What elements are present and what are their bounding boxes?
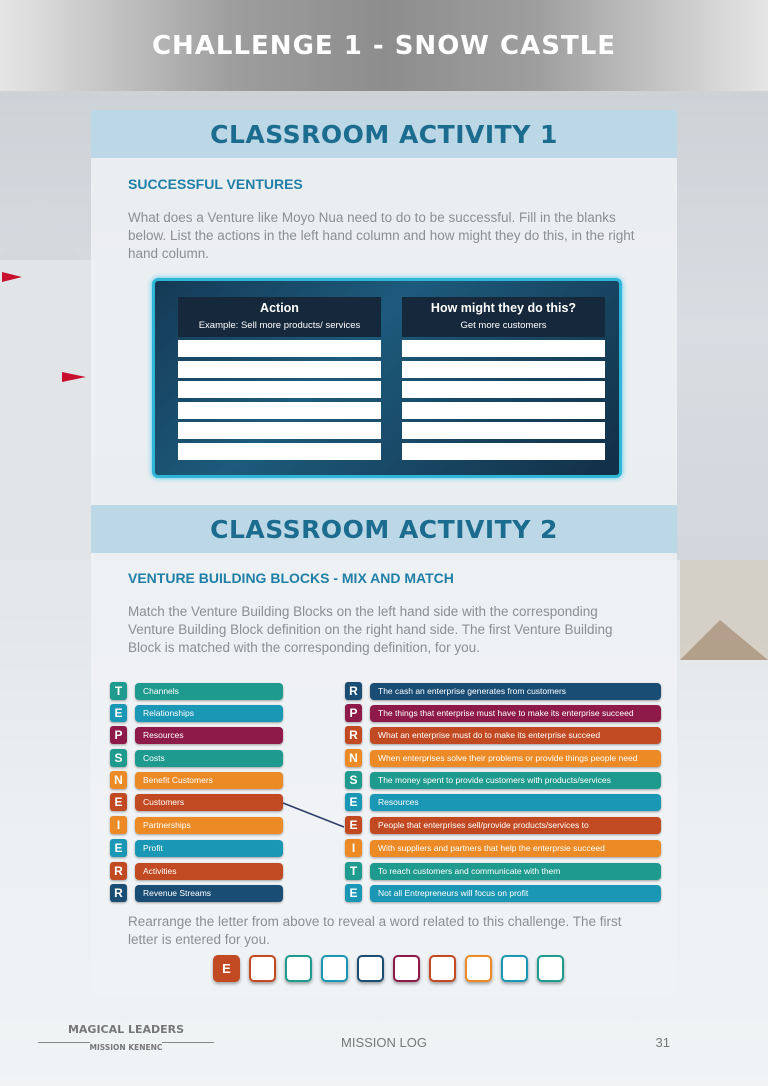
page-number: 31 <box>655 1035 670 1050</box>
building-block-item[interactable]: Resources <box>135 727 283 744</box>
right-letter-badge: R <box>345 682 362 700</box>
building-block-item[interactable]: Profit <box>135 840 283 857</box>
page-title: CHALLENGE 1 - SNOW CASTLE <box>151 30 617 61</box>
definition-item[interactable]: To reach customers and communicate with them <box>370 863 661 880</box>
left-letter-badge: P <box>110 726 127 744</box>
right-letter-badge: E <box>345 816 362 834</box>
building-block-item[interactable]: Benefit Customers <box>135 772 283 789</box>
letter-tile[interactable] <box>321 955 348 982</box>
activity1-paragraph: What does a Venture like Moyo Nua need to do to be successful. Fill in the blanks below. List the actions in the left hand column and how might they do this, in the right hand column. <box>128 210 635 261</box>
letter-tile[interactable] <box>249 955 276 982</box>
footer-brand <box>40 1023 212 1052</box>
footer-brand-line2: MISSION KENENC <box>89 1043 163 1052</box>
building-block-item[interactable]: Costs <box>135 750 283 767</box>
left-letter-badge: T <box>110 682 127 700</box>
how-column-title: How might they do this? <box>430 301 577 315</box>
building-block-item[interactable]: Channels <box>135 683 283 700</box>
activity2-subtitle: VENTURE BUILDING BLOCKS - MIX AND MATCH <box>128 570 454 586</box>
letter-tile[interactable] <box>285 955 312 982</box>
left-letter-badge: S <box>110 749 127 767</box>
left-letter-badge: N <box>110 771 127 789</box>
action-column-example: Example: Sell more products/ services <box>198 320 361 331</box>
right-letter-badge: E <box>345 884 362 902</box>
right-letter-badge: N <box>345 749 362 767</box>
footer-mission-log: MISSION LOG <box>341 1035 427 1050</box>
letter-tile[interactable] <box>537 955 564 982</box>
definition-item[interactable]: The money spent to provide customers with products/services <box>370 772 661 789</box>
action-column-title: Action <box>260 301 299 315</box>
left-letter-badge: R <box>110 884 127 902</box>
rearrange-text: Rearrange the letter from above to reveal a word related to this challenge. The first letter is entered for you. <box>128 914 622 947</box>
building-block-item[interactable]: Revenue Streams <box>135 885 283 902</box>
right-letter-badge: P <box>345 704 362 722</box>
building-block-item[interactable]: Partnerships <box>135 817 283 834</box>
activity2-title: CLASSROOM ACTIVITY 2 <box>91 505 677 553</box>
definition-item[interactable]: When enterprises solve their problems or provide things people need <box>370 750 661 767</box>
activity1-subtitle: SUCCESSFUL VENTURES <box>128 176 303 192</box>
how-column-example: Get more customers <box>460 320 547 331</box>
definition-item[interactable]: Not all Entrepreneurs will focus on profit <box>370 885 661 902</box>
definition-item[interactable]: Resources <box>370 794 661 811</box>
right-letter-badge: T <box>345 862 362 880</box>
right-letter-badge: R <box>345 726 362 744</box>
left-letter-badge: I <box>110 816 127 834</box>
activity1-title: CLASSROOM ACTIVITY 1 <box>91 110 677 158</box>
letter-tile[interactable]: E <box>213 955 240 982</box>
building-block-item[interactable]: Relationships <box>135 705 283 722</box>
definition-item[interactable]: The cash an enterprise generates from customers <box>370 683 661 700</box>
definition-item[interactable]: With suppliers and partners that help the enterprsie succeed <box>370 840 661 857</box>
definition-item[interactable]: People that enterprises sell/provide products/services to <box>370 817 661 834</box>
left-letter-badge: E <box>110 793 127 811</box>
letter-tile[interactable] <box>393 955 420 982</box>
letter-tile[interactable] <box>429 955 456 982</box>
letter-tile[interactable] <box>357 955 384 982</box>
letter-tile[interactable] <box>465 955 492 982</box>
right-letter-badge: S <box>345 771 362 789</box>
letter-tile[interactable] <box>501 955 528 982</box>
right-letter-badge: I <box>345 839 362 857</box>
definition-item[interactable]: What an enterprise must do to make its enterprise succeed <box>370 727 661 744</box>
left-letter-badge: E <box>110 704 127 722</box>
left-letter-badge: R <box>110 862 127 880</box>
footer-brand-line1: MAGICAL LEADERS <box>67 1023 185 1036</box>
building-block-item[interactable]: Activities <box>135 863 283 880</box>
activity2-paragraph: Match the Venture Building Blocks on the left hand side with the corresponding Venture Building Block definition on the right hand side. The first Venture Building Block is matched with the corresponding definition, for you. <box>128 604 613 655</box>
left-letter-badge: E <box>110 839 127 857</box>
definition-item[interactable]: The things that enterprise must have to make its enterprise succeed <box>370 705 661 722</box>
building-block-item[interactable]: Customers <box>135 794 283 811</box>
right-letter-badge: E <box>345 793 362 811</box>
